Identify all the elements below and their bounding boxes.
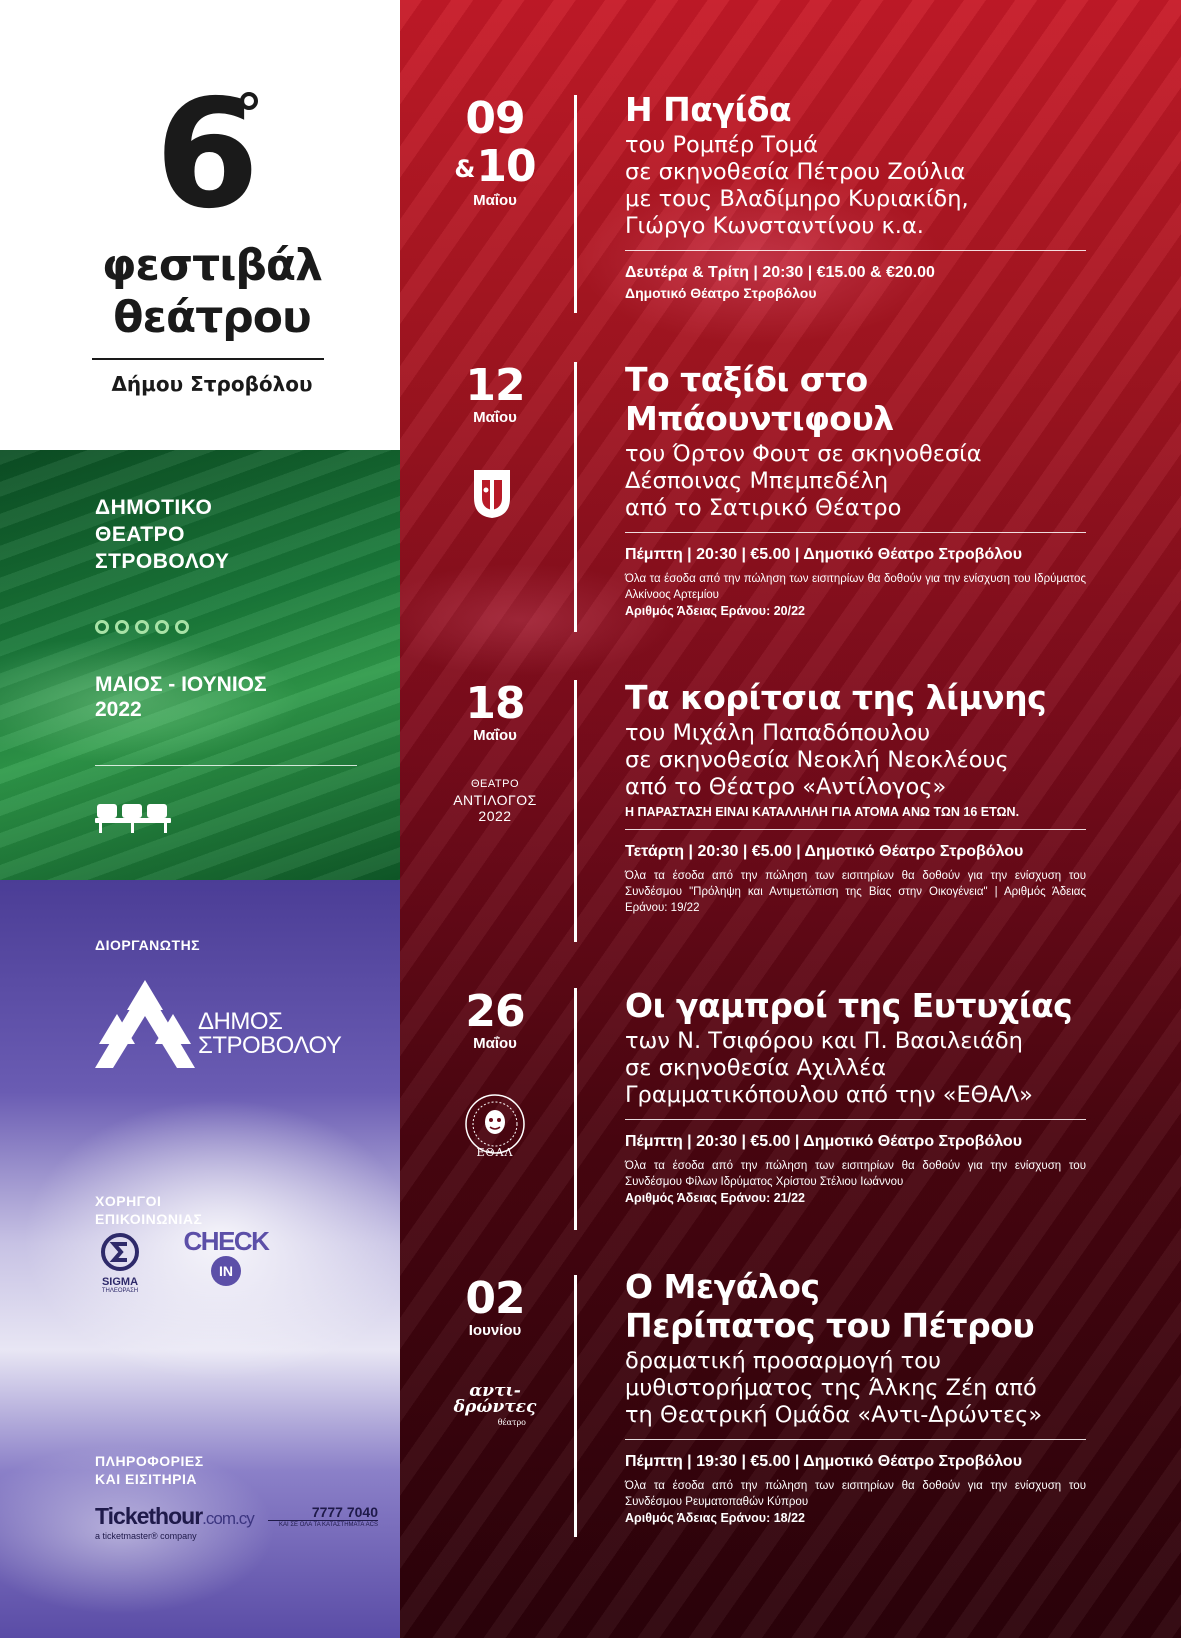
venue-name-line2: ΘΕΑΤΡΟ bbox=[95, 523, 185, 546]
phone-block bbox=[268, 1504, 378, 1528]
dot-icon bbox=[95, 620, 109, 634]
organizer-name-line2: ΣΤΡΟΒΟΛΟΥ bbox=[198, 1032, 342, 1059]
event-desc-line: των Ν. Τσιφόρου και Π. Βασιλειάδη bbox=[625, 1028, 1023, 1054]
festival-title-line2: θεάτρου bbox=[113, 292, 311, 343]
event-day2: 10 bbox=[476, 141, 536, 192]
event-rule bbox=[625, 1439, 1086, 1440]
event-description bbox=[625, 1348, 1086, 1429]
event-day: 26 bbox=[465, 986, 525, 1037]
event-desc-line: του Όρτον Φουτ σε σκηνοθεσία bbox=[625, 441, 982, 467]
event-title-line: Μπάουντιφουλ bbox=[625, 399, 894, 438]
event-desc-line: του Ρομπέρ Τομά bbox=[625, 132, 818, 158]
event-rule bbox=[625, 250, 1086, 251]
event-age-note: Η ΠΑΡΑΣΤΑΣΗ ΕΙΝΑΙ ΚΑΤΑΛΛΗΛΗ ΓΙΑ ΑΤΟΜΑ ΑΝΩ ΤΩΝ 16 ΕΤΩΝ. bbox=[625, 805, 1020, 819]
sigma-logo bbox=[95, 1232, 145, 1294]
festival-municipality: Δήμου Στροβόλου bbox=[111, 372, 313, 396]
event-charity: Όλα τα έσοδα από την πώληση των εισιτηρίων θα δοθούν για την ενίσχυση του Συνδέσμου Φίλων Ιδρύματος Χρίστου Στέλιου Ιωάννου bbox=[625, 1160, 1086, 1188]
event-title: Η Παγίδα bbox=[625, 90, 792, 129]
sponsors-label bbox=[95, 1192, 202, 1228]
event-description bbox=[625, 1028, 1086, 1109]
event-month: Μαΐου bbox=[473, 192, 517, 209]
event-day: 12 bbox=[465, 360, 525, 411]
event-month: Μαΐου bbox=[473, 727, 517, 744]
event-charity: Όλα τα έσοδα από την πώληση των εισιτηρίων θα δοθούν για την ενίσχυση του Συνδέσμου Ρευματοπαθών Κύπρου bbox=[625, 1480, 1086, 1508]
festival-title-line1: φεστιβάλ bbox=[102, 240, 322, 291]
event-content bbox=[625, 986, 1086, 1207]
event-divider bbox=[574, 95, 577, 313]
event-desc-line: τη Θεατρική Ομάδα «Αντι-Δρώντες» bbox=[625, 1402, 1043, 1428]
sigma-label: SIGMA bbox=[101, 1276, 139, 1288]
event-desc-line: Γιώργο Κωνσταντίνου κ.α. bbox=[625, 213, 924, 239]
event-rule bbox=[625, 1119, 1086, 1120]
event-month: Μαΐου bbox=[473, 409, 517, 426]
theatre-seats-icon bbox=[95, 800, 171, 834]
organizer-name bbox=[198, 1010, 341, 1058]
event-desc-line: σε σκηνοθεσία Νεοκλή Νεοκλέους bbox=[625, 747, 1009, 773]
festival-logo bbox=[0, 0, 400, 450]
ticket-phone-sub: ΚΑΙ ΣΕ ΟΛΑ ΤΑ ΚΑΤΑΣΤΗΜΑΤΑ ACS bbox=[268, 1520, 378, 1528]
dot-icon bbox=[135, 620, 149, 634]
sponsors-panel bbox=[0, 880, 400, 1638]
event-desc-line: δραματική προσαρμογή του bbox=[625, 1348, 941, 1374]
venue-panel bbox=[0, 450, 400, 880]
ordinal-degree-icon bbox=[240, 92, 258, 110]
event-rule bbox=[625, 532, 1086, 533]
event-content bbox=[625, 360, 1086, 620]
event-title: Τα κορίτσια της λίμνης bbox=[625, 678, 1047, 717]
antilogos-logo-line3: 2022 bbox=[478, 808, 512, 824]
left-sidebar bbox=[0, 0, 400, 1638]
organizer-name-line1: ΔΗΜΟΣ bbox=[198, 1008, 283, 1035]
checkin-label: CHECK bbox=[183, 1226, 269, 1256]
event-description bbox=[625, 720, 1086, 801]
dot-icon bbox=[175, 620, 189, 634]
venue-name bbox=[95, 494, 229, 575]
satirical-theatre-logo-icon bbox=[472, 468, 512, 520]
event-date bbox=[420, 988, 570, 1052]
event-divider bbox=[574, 1275, 577, 1537]
event-charity: Όλα τα έσοδα από την πώληση των εισιτηρίων θα δοθούν για την ενίσχυση του Ιδρύματος Αλκίνοος Αρτεμίου bbox=[625, 573, 1086, 601]
event-month: Ιουνίου bbox=[468, 1322, 522, 1339]
event-divider bbox=[574, 362, 577, 632]
antidrontes-logo-line1: αντι- bbox=[469, 1381, 521, 1401]
event-info: Τετάρτη | 20:30 | €5.00 | Δημοτικό Θέατρο Στροβόλου bbox=[625, 843, 1024, 860]
season-months: ΜΑΙΟΣ - ΙΟΥΝΙΟΣ bbox=[95, 673, 267, 696]
tickethour-sub: a ticketmaster® company bbox=[95, 1531, 197, 1541]
event-day: 09 bbox=[465, 93, 525, 144]
event-description bbox=[625, 132, 1086, 240]
venue-divider bbox=[95, 765, 357, 766]
antilogos-logo-line2: ΑΝΤΙΛΟΓΟΣ bbox=[453, 792, 537, 808]
event-date bbox=[420, 362, 570, 426]
event-desc-line: σε σκηνοθεσία Πέτρου Ζούλια bbox=[625, 159, 966, 185]
checkin-in-badge: IN bbox=[211, 1256, 241, 1286]
event-title-line: Ο Μεγάλος bbox=[625, 1267, 820, 1306]
event-charity: Όλα τα έσοδα από την πώληση των εισιτηρίων θα δοθούν για την ενίσχυση του Συνδέσμου "Πρόληψη και Αντιμετώπιση της Βίας στην Οικογένεια" | Αριθμός Άδειας Εράνου: 19/22 bbox=[625, 870, 1086, 914]
decorative-dots bbox=[95, 620, 189, 634]
dot-icon bbox=[155, 620, 169, 634]
event-date bbox=[420, 95, 570, 209]
event-day: 18 bbox=[465, 678, 525, 729]
dot-icon bbox=[115, 620, 129, 634]
event-venue: Δημοτικό Θέατρο Στροβόλου bbox=[625, 285, 817, 301]
event-info: Πέμπτη | 20:30 | €5.00 | Δημοτικό Θέατρο Στροβόλου bbox=[625, 1133, 1023, 1150]
event-date bbox=[420, 680, 570, 744]
venue-name-line3: ΣΤΡΟΒΟΛΟΥ bbox=[95, 550, 230, 573]
antidrontes-logo-line3: θέατρο bbox=[497, 1418, 526, 1427]
antidrontes-logo-line2: δρώντες bbox=[453, 1397, 537, 1417]
festival-number: 6 bbox=[155, 68, 256, 242]
event-title: Οι γαμπροί της Ευτυχίας bbox=[625, 986, 1073, 1025]
event-amp: & bbox=[454, 155, 475, 183]
municipality-logo-icon bbox=[95, 980, 195, 1068]
event-rule bbox=[625, 829, 1086, 830]
event-desc-line: από το Θέατρο «Αντίλογος» bbox=[625, 774, 947, 800]
event-title bbox=[625, 1267, 1086, 1345]
event-desc-line: μυθιστορήματος της Άλκης Ζέη από bbox=[625, 1375, 1037, 1401]
sponsors-label-line2: ΕΠΙΚΟΙΝΩΝΙΑΣ bbox=[95, 1211, 203, 1227]
sponsors-label-line1: ΧΟΡΗΓΟΙ bbox=[95, 1193, 162, 1209]
checkin-logo bbox=[180, 1228, 272, 1286]
organizer-label: ΔΙΟΡΓΑΝΩΤΗΣ bbox=[95, 937, 201, 953]
event-date bbox=[420, 1275, 570, 1339]
tickethour-brand: Tickethour bbox=[95, 1503, 203, 1529]
event-day: 02 bbox=[465, 1273, 525, 1324]
sigma-icon bbox=[100, 1232, 140, 1272]
venue-name-line1: ΔΗΜΟΤΙΚΟ bbox=[95, 496, 213, 519]
event-title bbox=[625, 360, 1086, 438]
antidrontes-logo bbox=[420, 1383, 570, 1431]
event-permit: Αριθμός Άδειας Εράνου: 21/22 bbox=[625, 1191, 805, 1205]
event-info: Δευτέρα & Τρίτη | 20:30 | €15.00 & €20.00 bbox=[625, 264, 935, 281]
tickets-label-line1: ΠΛΗΡΟΦΟΡΙΕΣ bbox=[95, 1453, 204, 1469]
sigma-sublabel: ΤΗΛΕΟΡΑΣΗ bbox=[101, 1288, 139, 1294]
event-info: Πέμπτη | 20:30 | €5.00 | Δημοτικό Θέατρο Στροβόλου bbox=[625, 546, 1023, 563]
tickets-label-line2: ΚΑΙ ΕΙΣΙΤΗΡΙΑ bbox=[95, 1471, 198, 1487]
ticket-phone: 7777 7040 bbox=[311, 1504, 378, 1520]
event-info: Πέμπτη | 19:30 | €5.00 | Δημοτικό Θέατρο Στροβόλου bbox=[625, 1453, 1023, 1470]
event-title-line: Περίπατος του Πέτρου bbox=[625, 1306, 1035, 1345]
event-permit: Αριθμός Άδειας Εράνου: 18/22 bbox=[625, 1511, 805, 1525]
event-divider bbox=[574, 680, 577, 942]
antilogos-logo bbox=[420, 776, 570, 824]
tickethour-domain: .com.cy bbox=[202, 1509, 254, 1528]
ethal-logo bbox=[420, 1092, 570, 1159]
season-dates bbox=[95, 672, 267, 722]
event-desc-line: με τους Βλαδίμηρο Κυριακίδη, bbox=[625, 186, 969, 212]
event-title-line: Το ταξίδι στο bbox=[625, 360, 868, 399]
season-year: 2022 bbox=[95, 698, 142, 721]
event-month: Μαΐου bbox=[473, 1035, 517, 1052]
logo-divider bbox=[92, 358, 324, 360]
ethal-label: ΕΘΑΛ bbox=[476, 1146, 514, 1159]
event-description bbox=[625, 441, 1086, 522]
event-desc-line: Γραμματικόπουλου από την «ΕΘΑΛ» bbox=[625, 1082, 1033, 1108]
event-content bbox=[625, 678, 1086, 916]
antilogos-logo-line1: ΘΕΑΤΡΟ bbox=[470, 778, 520, 790]
event-desc-line: σε σκηνοθεσία Αχιλλέα bbox=[625, 1055, 887, 1081]
event-content bbox=[625, 1267, 1086, 1527]
tickets-label bbox=[95, 1452, 204, 1488]
event-desc-line: Δέσποινας Μπεμπεδέλη bbox=[625, 468, 889, 494]
event-divider bbox=[574, 988, 577, 1230]
event-desc-line: από το Σατιρικό Θέατρο bbox=[625, 495, 902, 521]
event-content bbox=[625, 90, 1086, 303]
program-panel bbox=[400, 0, 1181, 1638]
event-desc-line: του Μιχάλη Παπαδόπουλου bbox=[625, 720, 931, 746]
event-permit: Αριθμός Άδειας Εράνου: 20/22 bbox=[625, 604, 805, 618]
